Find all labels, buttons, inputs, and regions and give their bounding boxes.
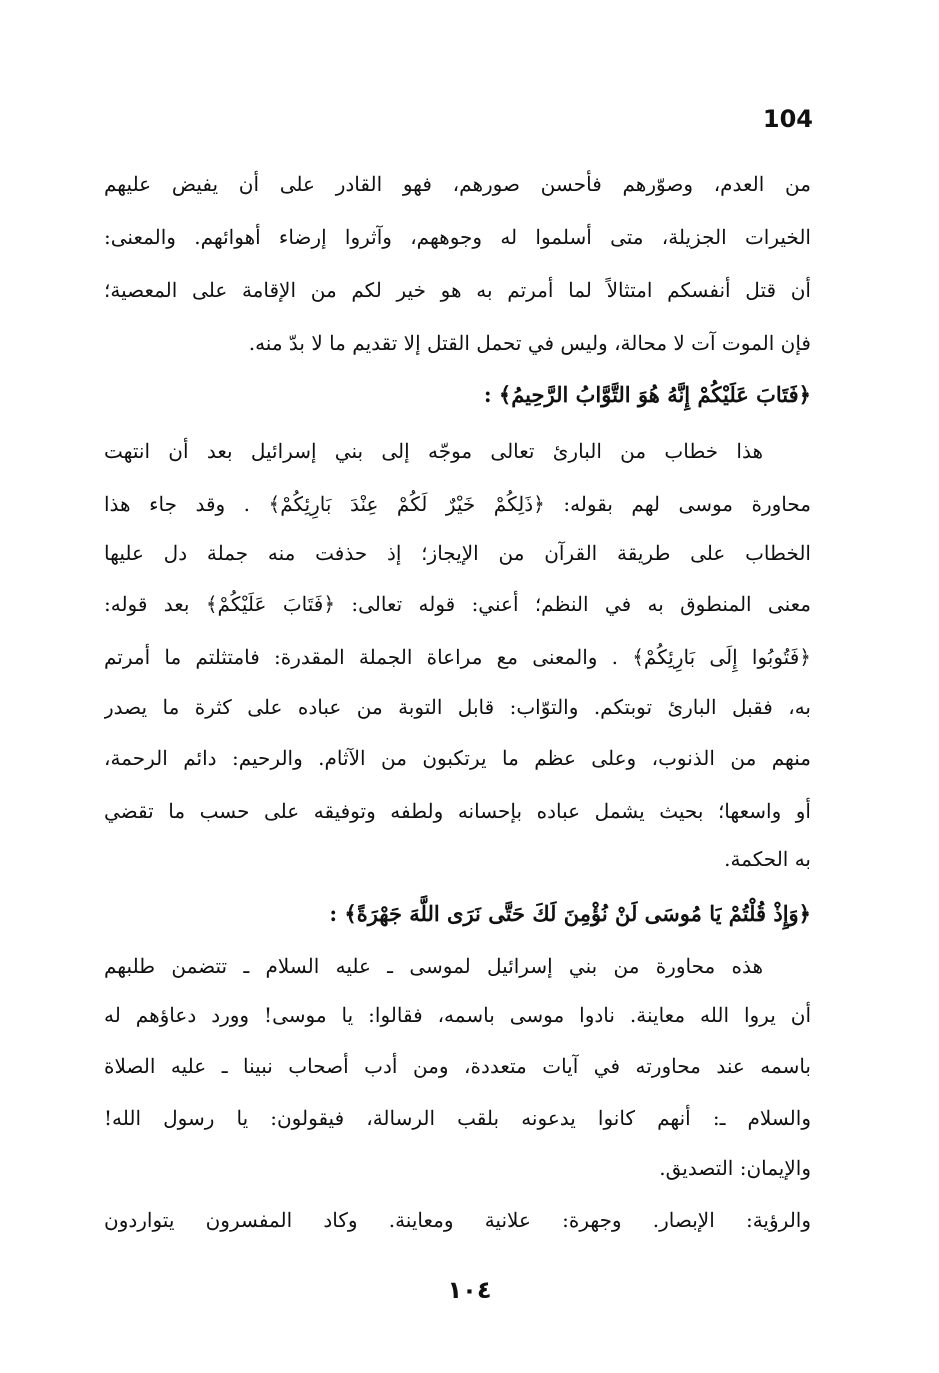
text-line: هذه محاورة من بني إسرائيل لموسى ـ عليه السلام ـ تتضمن طلبهم (104, 954, 764, 978)
text-line: والرؤية: الإبصار. وجهرة: علانية ومعاينة. وكاد المفسرون يتواردون (104, 1208, 811, 1232)
text-line: ﴿فَتُوبُوا إِلَى بَارِئِكُمْ﴾ . والمعنى مع مراعاة الجملة المقدرة: فامتثلتم ما أمرتم (104, 645, 811, 669)
page-number-bottom: ١٠٤ (447, 1276, 492, 1304)
text-line: به، فقبل البارئ توبتكم. والتوّاب: قابل التوبة من عباده على كثرة ما يصدر (104, 695, 811, 719)
verse-heading: ﴿وَإِذْ قُلْتُمْ يَا مُوسَى لَنْ نُؤْمِنَ لَكَ حَتَّى نَرَى اللَّهَ جَهْرَةً﴾ : (329, 901, 811, 926)
text-line: أن قتل أنفسكم امتثالاً لما أمرتم به هو خير لكم من الإقامة على المعصية؛ (104, 278, 811, 302)
text-line: والسلام ـ: أنهم كانوا يدعونه بلقب الرسالة، فيقولون: يا رسول الله! (104, 1106, 811, 1130)
text-line: هذا خطاب من البارئ تعالى موجّه إلى بني إسرائيل بعد أن انتهت (104, 439, 763, 463)
text-line: أن يروا الله معاينة. نادوا موسى باسمه، فقالوا: يا موسى! وورد دعاؤهم له (104, 1003, 811, 1027)
text-line: الخيرات الجزيلة، متى أسلموا له وجوههم، وآثروا إرضاء أهوائهم. والمعنى: (104, 225, 811, 249)
text-line: به الحكمة. (724, 847, 811, 871)
text-line: أو واسعها؛ بحيث يشمل عباده بإحسانه ولطفه وتوفيقه على حسب ما تقضي (104, 799, 811, 823)
verse-heading: ﴿فَتَابَ عَلَيْكُمْ إِنَّهُ هُوَ التَّوَّابُ الرَّحِيمُ﴾ : (483, 382, 811, 407)
text-line: الخطاب على طريقة القرآن من الإيجاز؛ إذ حذفت منه جملة دل عليها (104, 541, 811, 565)
text-line: والإيمان: التصديق. (659, 1156, 811, 1180)
text-line: محاورة موسى لهم بقوله: ﴿ذَلِكُمْ خَيْرٌ لَكُمْ عِنْدَ بَارِئِكُمْ﴾ . وقد جاء هذا (104, 492, 811, 516)
text-line: باسمه عند محاورته في آيات متعددة، ومن أدب أصحاب نبينا ـ عليه الصلاة (104, 1054, 811, 1078)
text-line: منهم من الذنوب، وعلى عظم ما يرتكبون من الآثام. والرحيم: دائم الرحمة، (104, 746, 811, 770)
text-line: من العدم، وصوّرهم فأحسن صورهم، فهو القادر على أن يفيض عليهم (104, 172, 811, 196)
text-line: معنى المنطوق به في النظم؛ أعني: قوله تعالى: ﴿فَتَابَ عَلَيْكُمْ﴾ بعد قوله: (104, 592, 811, 616)
text-line: فإن الموت آت لا محالة، وليس في تحمل القتل إلا تقديم ما لا بدّ منه. (248, 331, 811, 355)
page-number-top: 104 (762, 105, 813, 133)
